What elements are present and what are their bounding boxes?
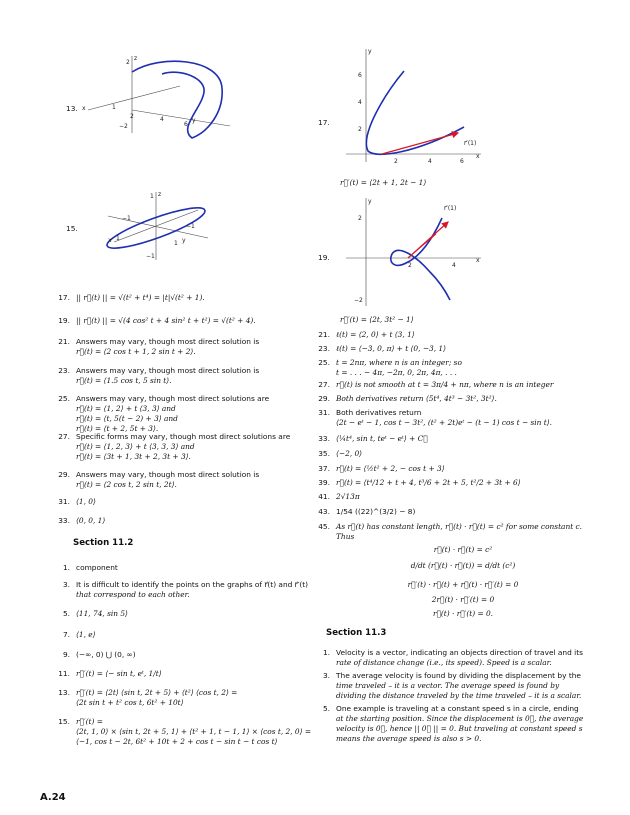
fig13-label: 13. (66, 104, 78, 113)
svg-text:6: 6 (460, 158, 464, 165)
figure-17-graph (336, 47, 486, 172)
answer-text: ⟨−1, cos t − 2t, 6t² + 10t + 2 + cos t − sin t − t cos t⟩ (76, 737, 278, 746)
answer-number: 19. (58, 316, 70, 325)
answer-text: velocity is 0⃗, hence || 0⃗ || = 0. But traveling at constant speed s (336, 724, 583, 733)
answer-number: 5. (322, 704, 330, 713)
answer-text: r⃗(t) = ⟨t, 5(t − 2) + 3⟩ and (76, 414, 178, 423)
svg-text:4: 4 (452, 262, 456, 269)
answer-number: 3. (322, 671, 330, 680)
answer-text: One example is traveling at a constant speed s in a circle, ending (336, 704, 579, 713)
answer-text: ⟨0, 0, 1⟩ (76, 516, 106, 525)
answer-number: 39. (318, 478, 330, 487)
answer-text: ⟨1, e⟩ (76, 630, 96, 639)
svg-text:2: 2 (358, 126, 362, 133)
svg-text:x: x (476, 153, 480, 160)
svg-text:z: z (158, 191, 162, 198)
svg-text:−2: −2 (354, 297, 363, 304)
answer-text: component (76, 563, 118, 572)
answer-text: that correspond to each other. (76, 590, 190, 599)
proof-line: r⃗(t) · r⃗(t) = c² (433, 545, 493, 554)
svg-text:y: y (192, 117, 196, 124)
answer-text: r⃗(t) = ⟨1, 2, 3⟩ + t ⟨3, 3, 3⟩ and (76, 442, 195, 451)
svg-text:−2: −2 (119, 123, 128, 130)
answer-text: r⃗(t) = ⟨t + 2, 5t + 3⟩. (76, 424, 159, 433)
answer-text: Answers may vary, though most direct solution is (76, 337, 260, 346)
svg-text:1: 1 (112, 104, 116, 111)
answer-number: 37. (318, 464, 330, 473)
figure-15-ellipse-graph (98, 188, 228, 268)
answer-text: r⃗(t) = ⟨2 cos t, 2 sin t, 2t⟩. (76, 480, 177, 489)
answer-text: Specific forms may vary, though most direct solutions are (76, 432, 291, 441)
answer-text: ℓ(t) = ⟨−3, 0, π⟩ + t ⟨0, −3, 1⟩ (336, 344, 446, 353)
svg-text:2: 2 (126, 59, 130, 66)
answer-text: Velocity is a vector, indicating an objects direction of travel and its (336, 648, 583, 657)
section-11-3-heading: Section 11.3 (326, 628, 387, 638)
answer-text: r⃗(t) = ⟨1, 2⟩ + t ⟨3, 3⟩ and (76, 404, 176, 413)
fig19-label: 19. (318, 253, 330, 262)
answer-number: 21. (318, 330, 330, 339)
answer-text: It is difficult to identify the points on the graphs of r⃗(t) and r⃗′(t) (76, 580, 309, 589)
fig17-caption: r⃗′(t) = ⟨2t + 1, 2t − 1⟩ (340, 178, 427, 187)
fig17-vector-label: r⃗′(1) (464, 140, 477, 147)
answer-number: 21. (58, 337, 70, 346)
answer-number: 25. (58, 394, 70, 403)
answer-number: 13. (58, 688, 70, 697)
answer-text: Both derivatives return ⟨5t⁴, 4t³ − 3t², 3t²⟩. (336, 394, 497, 403)
answer-number: 11. (58, 669, 70, 678)
svg-text:y: y (368, 48, 372, 55)
answer-text: r⃗′(t) = (76, 717, 103, 726)
answer-number: 3. (62, 580, 70, 589)
fig19-caption: r⃗′(t) = ⟨2t, 3t² − 1⟩ (340, 315, 414, 324)
answer-text: means the average speed is also s > 0. (336, 734, 482, 743)
answer-text: ℓ(t) = ⟨2, 0⟩ + t ⟨3, 1⟩ (336, 330, 415, 339)
answer-number: 45. (318, 522, 330, 531)
answer-text: r⃗(t) = ⟨t⁴/12 + t + 4, t³/6 + 2t + 5, t²/2 + 3t + 6⟩ (336, 478, 521, 487)
answer-number: 23. (58, 366, 70, 375)
proof-line: d/dt (r⃗(t) · r⃗(t)) = d/dt (c²) (410, 561, 516, 570)
answer-text: rate of distance change (i.e., its speed). Speed is a scalar. (336, 658, 552, 667)
answer-text: ⟨2t − eᵗ − 1, cos t − 3t², (t² + 2t)eᵗ − (t − 1) cos t − sin t⟩. (336, 418, 552, 427)
svg-text:1: 1 (116, 235, 120, 242)
svg-text:4: 4 (428, 158, 432, 165)
svg-text:x: x (108, 237, 112, 244)
svg-text:2: 2 (408, 262, 412, 269)
fig19-vector-label: r⃗′(1) (444, 205, 457, 212)
answer-text: r⃗(t) = ⟨½t² + 2, − cos t + 3⟩ (336, 464, 445, 473)
answer-text: ⟨11, 74, sin 5⟩ (76, 609, 128, 618)
svg-text:1: 1 (150, 193, 154, 200)
figure-13-helix-graph (80, 48, 240, 153)
answer-text: t = . . . − 4π, −2π, 0, 2π, 4π, . . . (336, 368, 457, 377)
answer-text: 1/54 ((22)^(3/2) − 8) (336, 507, 416, 516)
svg-text:2: 2 (394, 158, 398, 165)
answer-number: 43. (318, 507, 330, 516)
answer-text: t = 2nπ, where n is an integer; so (336, 358, 462, 367)
svg-text:y: y (182, 237, 186, 244)
answer-number: 1. (322, 648, 330, 657)
answer-number: 1. (62, 563, 70, 572)
svg-text:x: x (82, 105, 86, 112)
answer-text: || r⃗(t) || = √(4 cos² t + 4 sin² t + t²) = √(t² + 4). (76, 316, 256, 325)
answer-text: (−∞, 0) ⋃ (0, ∞) (76, 650, 136, 659)
answer-text: at the starting position. Since the displacement is 0⃗, the average (336, 714, 584, 723)
answer-text: r⃗′(t) = ⟨2t⟩ ⟨sin t, 2t + 5⟩ + ⟨t²⟩ ⟨cos t, 2⟩ = (76, 688, 238, 697)
answer-number: 27. (58, 432, 70, 441)
answer-text: ⟨−2, 0⟩ (336, 449, 363, 458)
proof-line: r⃗(t) · r⃗′(t) = 0. (432, 609, 494, 618)
figure-19-graph (336, 196, 486, 308)
section-11-2-heading: Section 11.2 (73, 538, 134, 548)
svg-text:4: 4 (358, 99, 362, 106)
answer-number: 7. (62, 630, 70, 639)
answer-number: 9. (62, 650, 70, 659)
answer-text: r⃗(t) = ⟨3t + 1, 3t + 2, 3t + 3⟩. (76, 452, 191, 461)
answer-number: 23. (318, 344, 330, 353)
svg-text:y: y (368, 198, 372, 205)
answer-text: Answers may vary, though most direct solutions are (76, 394, 270, 403)
answer-text: dividing the distance traveled by the time traveled – it is a scalar. (336, 691, 582, 700)
answer-text: ⟨¼t⁴, sin t, teᵗ − eᵗ⟩ + C⃗ (336, 434, 428, 443)
svg-text:6: 6 (358, 72, 362, 79)
fig15-label: 15. (66, 224, 78, 233)
proof-line: 2r⃗(t) · r⃗′(t) = 0 (431, 595, 495, 604)
answer-text: Both derivatives return (336, 408, 422, 417)
svg-text:1: 1 (174, 240, 178, 247)
answer-text: ⟨2t sin t + t² cos t, 6t² + 10t⟩ (76, 698, 184, 707)
svg-text:−1: −1 (146, 253, 155, 260)
answer-text: As r⃗(t) has constant length, r⃗(t) · r⃗(t) = c² for some constant c. (336, 522, 583, 531)
answer-text: Answers may vary, though most direct solution is (76, 366, 260, 375)
answer-number: 29. (318, 394, 330, 403)
svg-text:6: 6 (184, 121, 188, 128)
answer-number: 27. (318, 380, 330, 389)
answer-number: 33. (318, 434, 330, 443)
answer-text: 2√13π (336, 492, 360, 501)
answer-text: r⃗′(t) = ⟨− sin t, eᵗ, 1/t⟩ (76, 669, 162, 678)
answer-number: 33. (58, 516, 70, 525)
page-number: A.24 (40, 792, 66, 803)
answer-number: 17. (58, 293, 70, 302)
answer-number: 31. (58, 497, 70, 506)
answer-number: 15. (58, 717, 70, 726)
answer-text: r⃗(t) is not smooth at t = 3π/4 + nπ, where n is an integer (336, 380, 554, 389)
answer-text: ⟨1, 0⟩ (76, 497, 96, 506)
answer-number: 25. (318, 358, 330, 367)
answer-text: Thus (336, 532, 355, 541)
answer-number: 35. (318, 449, 330, 458)
answer-text: r⃗(t) = ⟨2 cos t + 1, 2 sin t + 2⟩. (76, 347, 196, 356)
svg-text:−1: −1 (122, 215, 131, 222)
answer-number: 31. (318, 408, 330, 417)
fig17-label: 17. (318, 118, 330, 127)
answer-text: time traveled – it is a vector. The average speed is found by (336, 681, 560, 690)
answer-number: 29. (58, 470, 70, 479)
svg-text:2: 2 (130, 113, 134, 120)
svg-text:2: 2 (358, 215, 362, 222)
answer-text: r⃗(t) = ⟨1.5 cos t, 5 sin t⟩. (76, 376, 172, 385)
answer-text: Answers may vary, though most direct solution is (76, 470, 260, 479)
answer-text: || r⃗(t) || = √(t² + t⁴) = |t|√(t² + 1). (76, 293, 205, 302)
answer-text: The average velocity is found by dividing the displacement by the (336, 671, 581, 680)
svg-text:−1: −1 (186, 223, 195, 230)
proof-line: r⃗′(t) · r⃗(t) + r⃗(t) · r⃗′(t) = 0 (407, 580, 519, 589)
svg-text:x: x (476, 257, 480, 264)
svg-text:4: 4 (160, 116, 164, 123)
answer-text: ⟨2t, 1, 0⟩ × ⟨sin t, 2t + 5, 1⟩ + ⟨t² + 1, t − 1, 1⟩ × ⟨cos t, 2, 0⟩ = (76, 727, 312, 736)
answer-number: 5. (62, 609, 70, 618)
svg-text:z: z (134, 55, 138, 62)
answer-number: 41. (318, 492, 330, 501)
